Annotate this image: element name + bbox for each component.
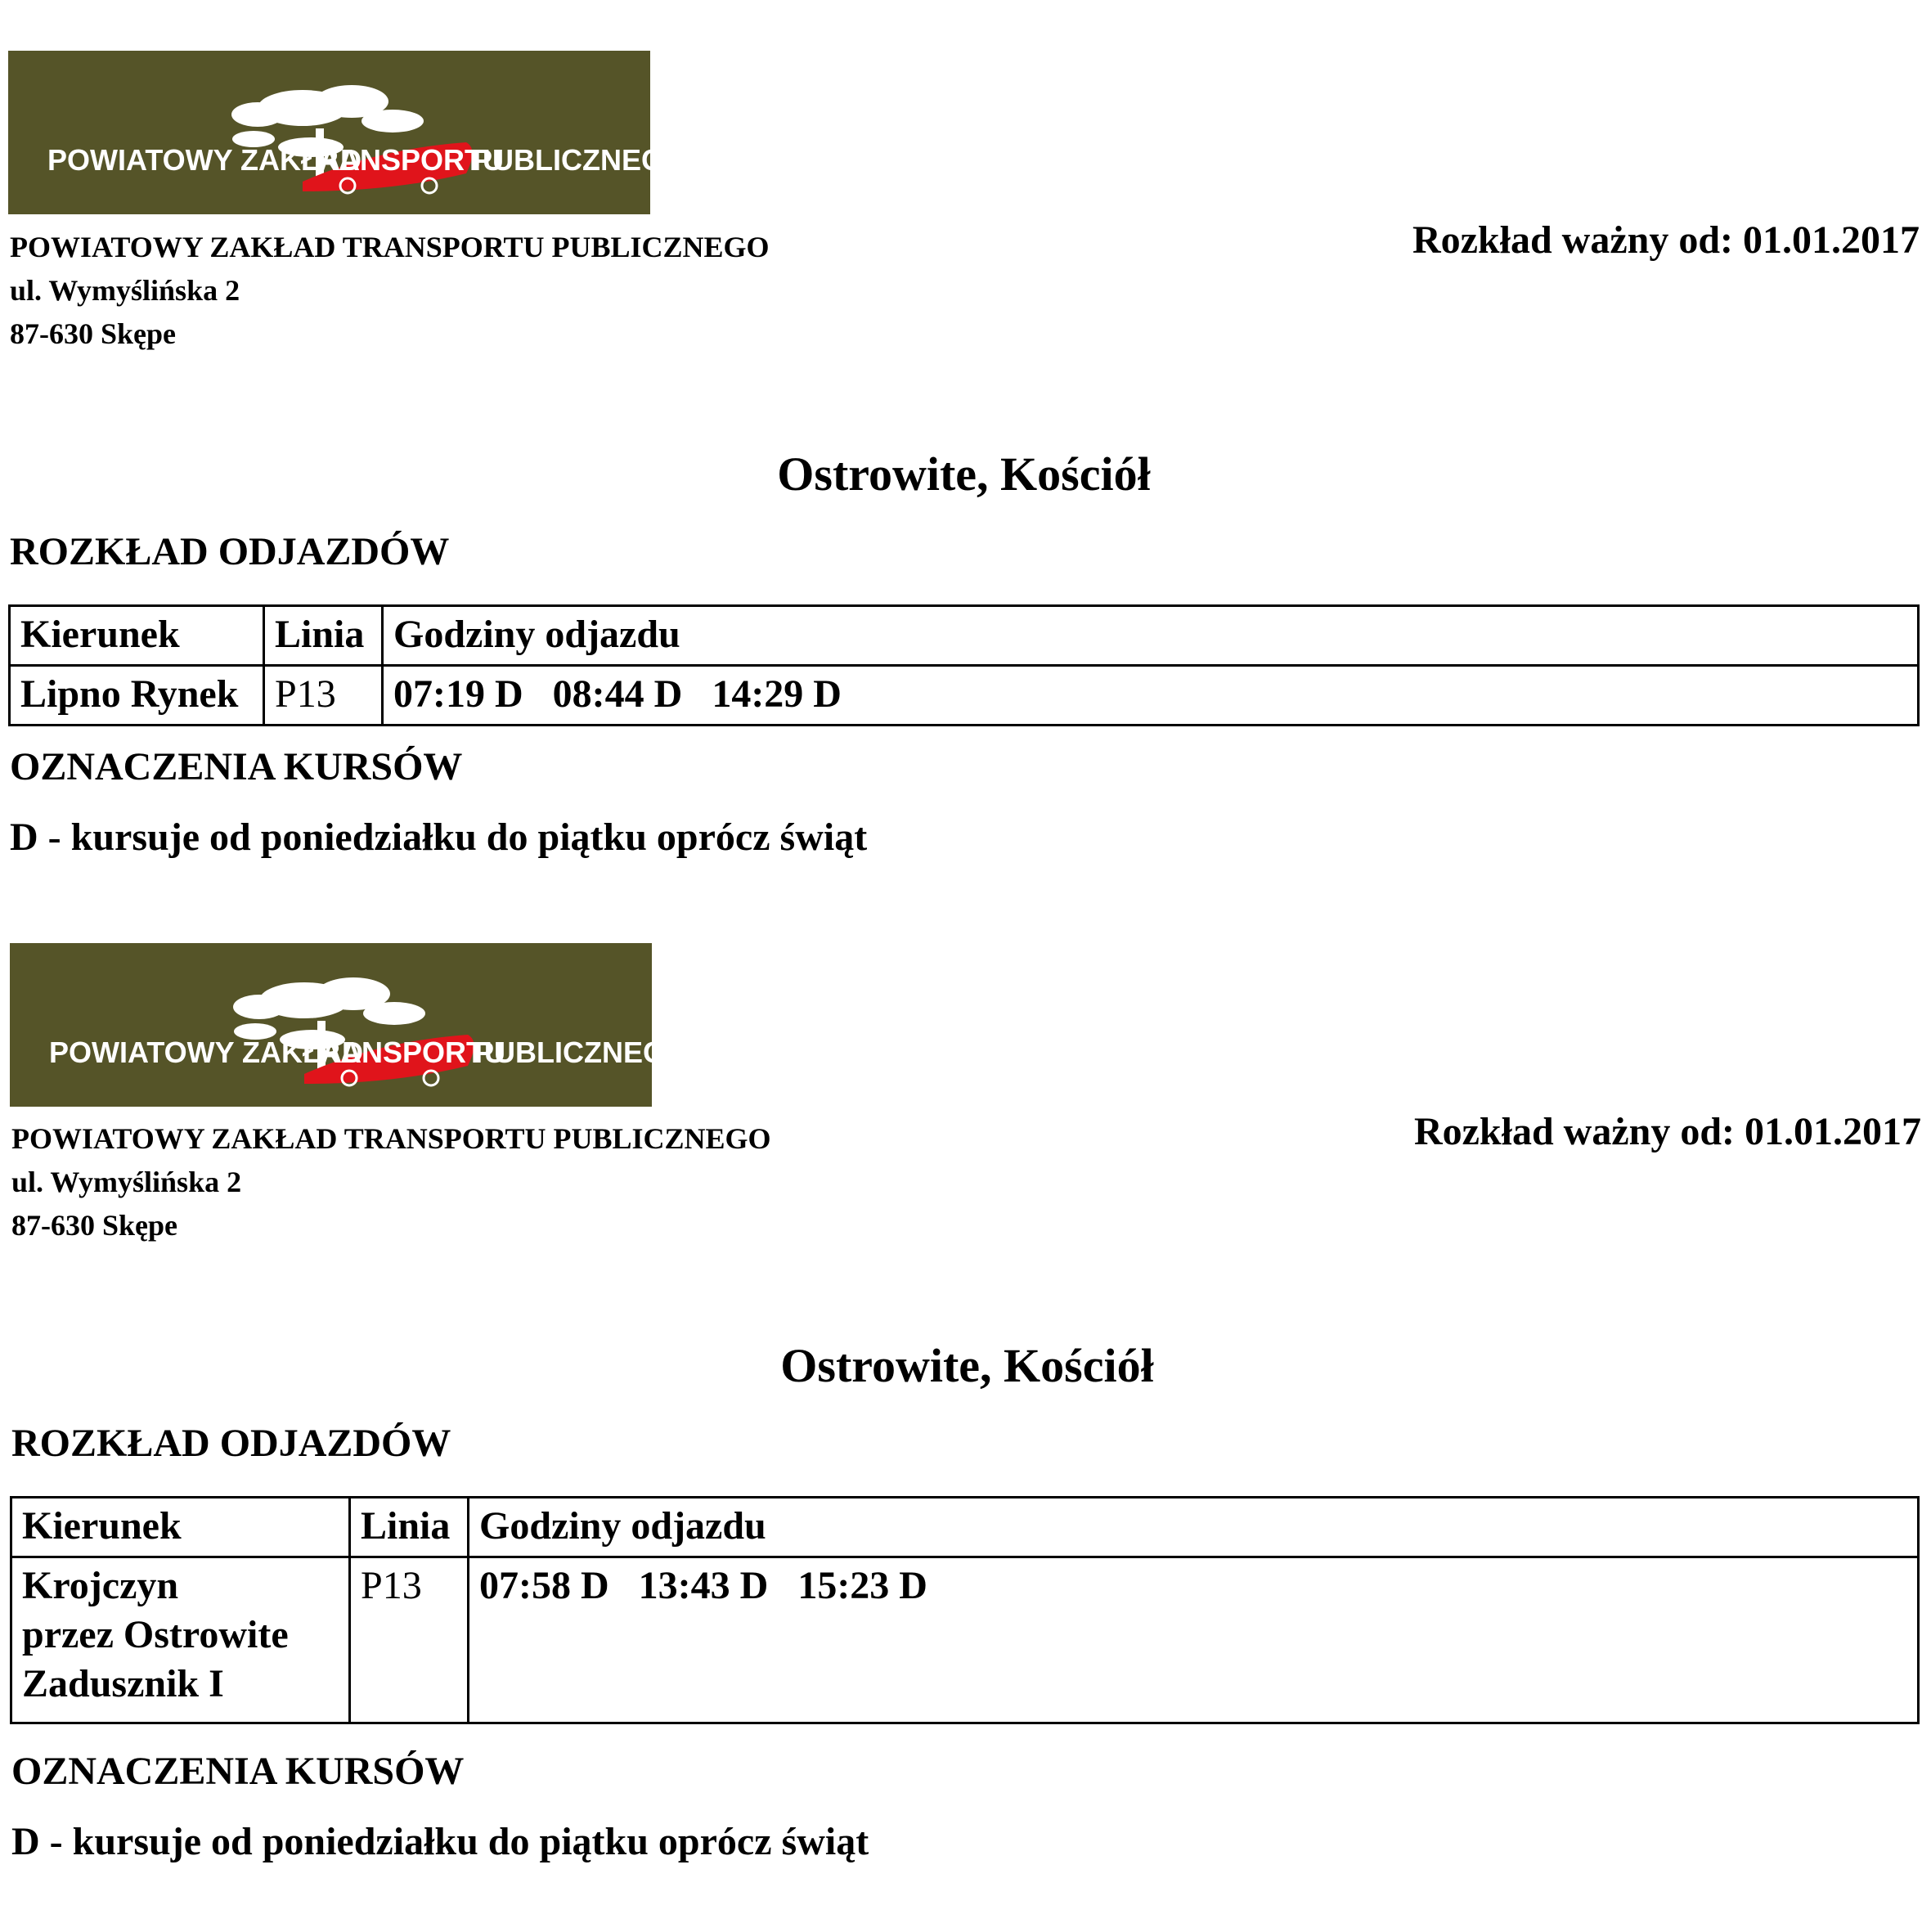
- departure-time: 07:58 D: [479, 1564, 609, 1607]
- company-city: 87-630 Skępe: [10, 317, 177, 350]
- svg-text:PUBLICZNEGO: PUBLICZNEGO: [473, 143, 688, 177]
- line-cell: P13: [350, 1557, 469, 1723]
- header-times: Godziny odjazdu: [469, 1498, 1919, 1557]
- svg-text:PUBLICZNEGO: PUBLICZNEGO: [474, 1036, 689, 1069]
- direction-cell: Krojczyn przez Ostrowite Zadusznik I: [11, 1557, 350, 1723]
- header-line: Linia: [350, 1498, 469, 1557]
- svg-text:POWIATOWY ZAKŁAD: POWIATOWY ZAKŁAD: [47, 143, 362, 177]
- stop-name: Ostrowite, Kościół: [777, 447, 1151, 501]
- company-street: ul. Wymyślińska 2: [11, 1166, 242, 1198]
- departure-time: 08:44 D: [552, 672, 683, 716]
- table-row: [10, 666, 1919, 726]
- company-city: 87-630 Skępe: [11, 1209, 178, 1242]
- departure-table: [8, 604, 1920, 726]
- departure-time: 13:43 D: [638, 1564, 769, 1607]
- valid-from: Rozkład ważny od: 01.01.2017: [1413, 1110, 1921, 1153]
- company-address: [11, 1117, 771, 1247]
- times-cell: [469, 1557, 1919, 1723]
- table-header-row: [11, 1498, 1919, 1557]
- table-row: [11, 1557, 1919, 1723]
- line-cell: P13: [264, 666, 383, 726]
- header-direction: Kierunek: [11, 1498, 350, 1557]
- departure-time: 15:23 D: [797, 1564, 927, 1607]
- departure-time: 14:29 D: [712, 672, 842, 716]
- timetable-section-1: [0, 0, 1928, 892]
- header-direction: Kierunek: [10, 606, 264, 666]
- legend-note: D - kursuje od poniedziałku do piątku oprócz świąt: [10, 815, 868, 859]
- times-cell: [383, 666, 1919, 726]
- svg-text:POWIATOWY ZAKŁAD: POWIATOWY ZAKŁAD: [49, 1036, 363, 1069]
- schedule-heading: ROZKŁAD ODJAZDÓW: [11, 1422, 451, 1465]
- svg-text:RANSPORTU: RANSPORTU: [319, 1036, 506, 1069]
- svg-text:RANSPORTU: RANSPORTU: [317, 143, 505, 177]
- departure-time: 07:19 D: [393, 672, 523, 716]
- legend-note: D - kursuje od poniedziałku do piątku oprócz świąt: [11, 1820, 869, 1863]
- company-name: POWIATOWY ZAKŁAD TRANSPORTU PUBLICZNEGO: [11, 1122, 771, 1155]
- company-street: ul. Wymyślińska 2: [10, 274, 240, 307]
- header-times: Godziny odjazdu: [383, 606, 1919, 666]
- timetable-section-2: [0, 892, 1928, 1932]
- company-logo: [10, 943, 689, 1107]
- company-address: [10, 226, 770, 356]
- header-line: Linia: [264, 606, 383, 666]
- direction-cell: Lipno Rynek: [10, 666, 264, 726]
- schedule-heading: ROZKŁAD ODJAZDÓW: [10, 530, 450, 573]
- company-logo: [8, 51, 688, 214]
- legend-heading: OZNACZENIA KURSÓW: [10, 745, 463, 789]
- departure-table: [10, 1496, 1920, 1724]
- valid-from: Rozkład ważny od: 01.01.2017: [1412, 218, 1920, 262]
- legend-heading: OZNACZENIA KURSÓW: [11, 1750, 465, 1793]
- table-header-row: [10, 606, 1919, 666]
- stop-name: Ostrowite, Kościół: [780, 1339, 1154, 1392]
- company-name: POWIATOWY ZAKŁAD TRANSPORTU PUBLICZNEGO: [10, 231, 770, 263]
